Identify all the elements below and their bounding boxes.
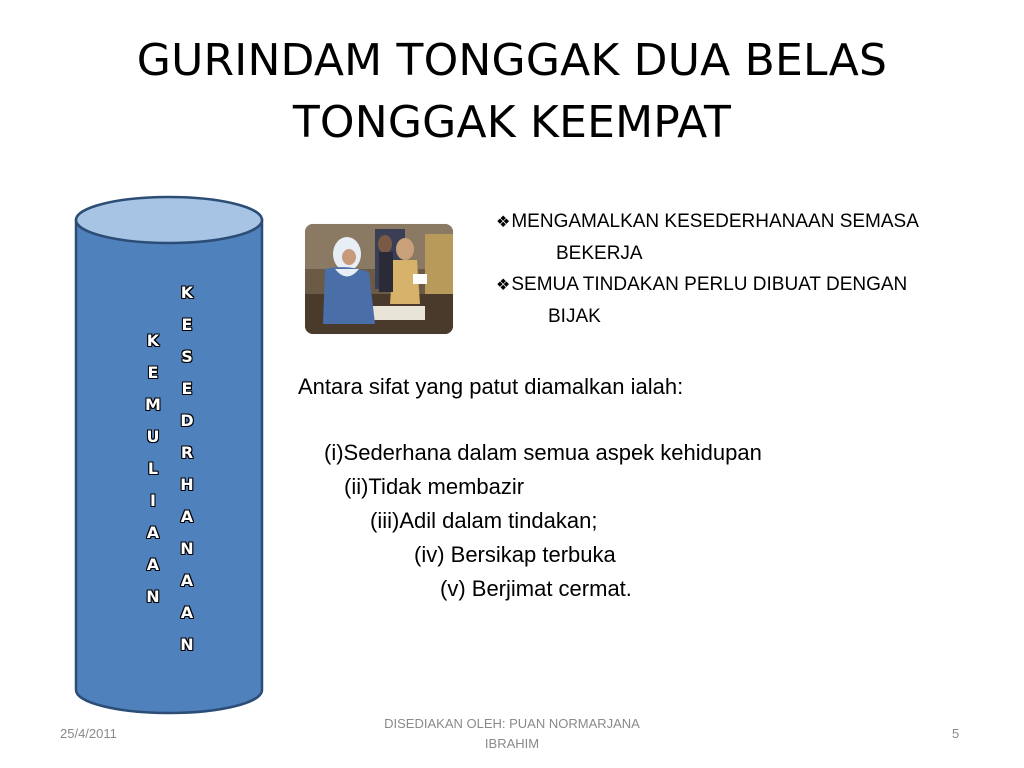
diamond-bullet-icon: ❖ [496,277,511,294]
photo-people-icon [305,224,453,334]
kesederhanaan-letter: E [181,315,193,334]
kesederhanaan-letter: A [180,507,194,526]
list-item: (i)Sederhana dalam semua aspek kehidupan [324,440,762,465]
kesederhanaan-letter: S [181,347,193,366]
kesederhanaan-letter: H [180,475,194,494]
diamond-bullet-icon: ❖ [496,214,511,231]
kemuliaan-letter: N [146,587,160,606]
kesederhanaan-letter: A [180,603,194,622]
kemuliaan-letter: K [146,331,160,350]
list-item: (ii)Tidak membazir [344,474,525,499]
kemuliaan-letter: A [146,523,160,542]
list-item: (v) Berjimat cermat. [440,576,632,601]
intro-text: Antara sifat yang patut diamalkan ialah: [298,374,684,399]
footer-author-line-2: IBRAHIM [484,736,540,751]
kesederhanaan-letter: A [180,571,194,590]
kesederhanaan-letter: R [180,443,194,462]
bullet-1-line-1: ❖MENGAMALKAN KESEDERHANAAN SEMASA [496,211,919,232]
footer-author-line-1: DISEDIAKAN OLEH: PUAN NORMARJANA [384,716,640,731]
kesederhanaan-letter: N [180,635,194,654]
kemuliaan-letter: U [146,427,160,446]
kemuliaan-letter: E [147,363,159,382]
kesederhanaan-letter: N [180,539,194,558]
kemuliaan-letter: I [150,491,156,510]
kesederhanaan-letter: E [181,379,193,398]
kesederhanaan-letter: K [180,283,194,302]
kemuliaan-letter: L [147,459,159,478]
bullet-2-line-2: BIJAK [548,306,601,327]
virtue-list [0,436,1024,606]
title-line-2: TONGGAK KEEMPAT [292,97,732,148]
footer-date: 25/4/2011 [60,726,117,741]
key-points [496,206,996,332]
list-item: (iii)Adil dalam tindakan; [370,508,598,533]
footer-author [362,714,662,754]
page-number: 5 [952,726,960,741]
list-item: (iv) Bersikap terbuka [414,542,616,567]
bullet-1-line-2: BEKERJA [556,243,643,264]
kesederhanaan-letter: D [180,411,194,430]
bullet-2-line-1: ❖SEMUA TINDAKAN PERLU DIBUAT DENGAN [496,274,908,295]
title-line-1: GURINDAM TONGGAK DUA BELAS [136,35,888,86]
kemuliaan-letter: M [145,395,161,414]
kemuliaan-letter: A [146,555,160,574]
slide-title [40,30,984,154]
